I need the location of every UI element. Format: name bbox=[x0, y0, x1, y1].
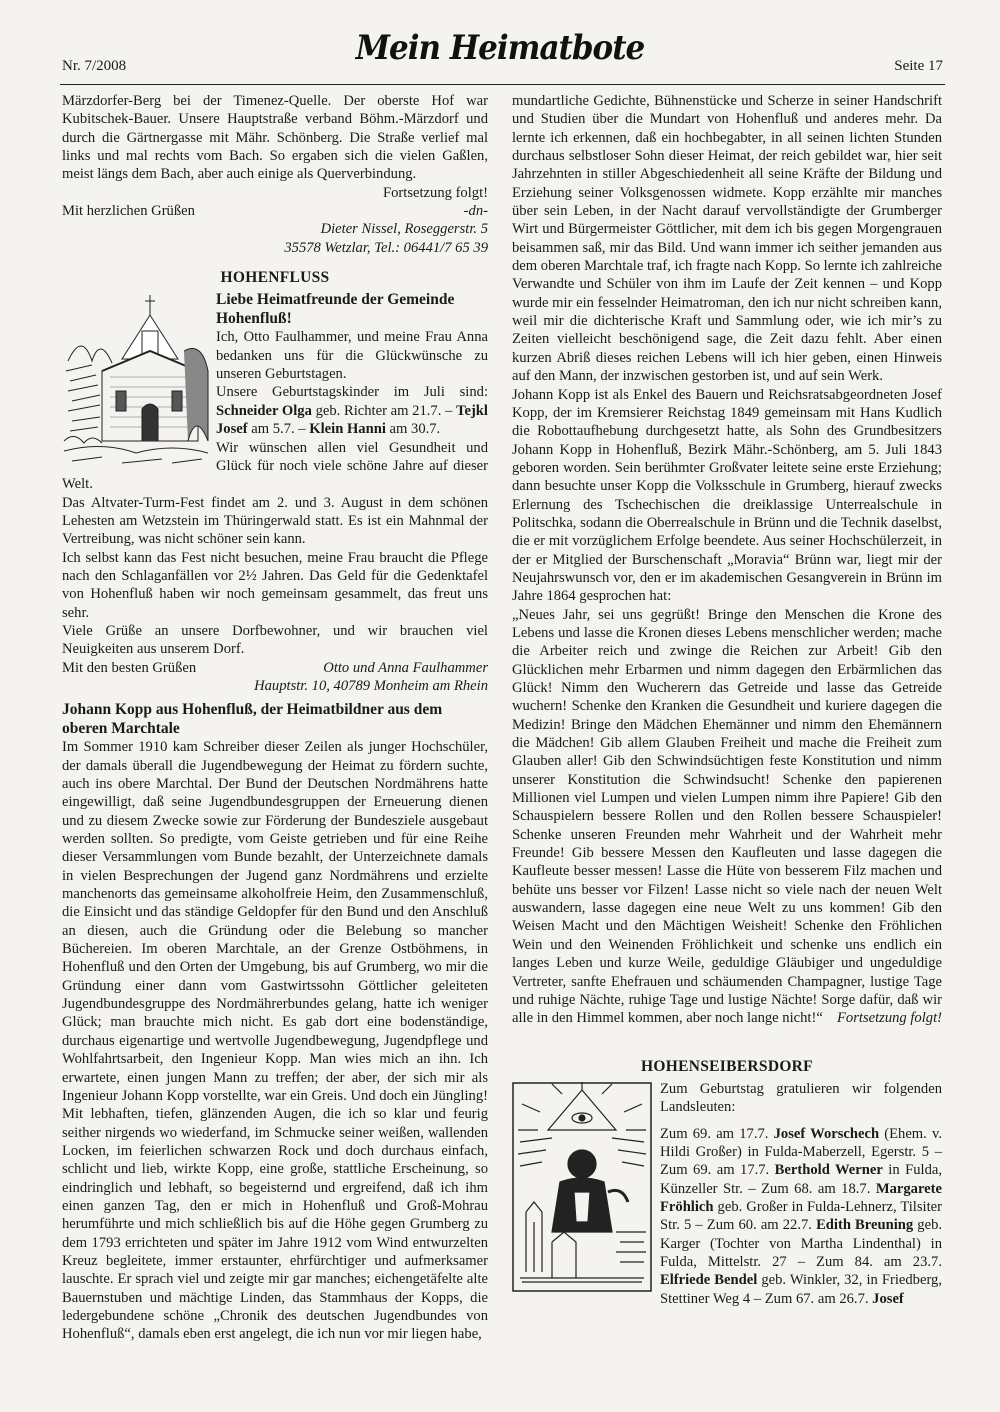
person-name: Berthold Werner bbox=[774, 1162, 883, 1179]
address-line: 35578 Wetzlar, Tel.: 06441/7 65 39 bbox=[284, 239, 488, 256]
new-year-speech: „Neues Jahr, sei uns gegrüßt! Bringe den Menschen die Krone des Lebens und lasse die Kronen dieses Lebens menschlicher werden; mache die Arbeiter reich und zwinge die Reichen zur Arbeit! Gib den Glücklichen mehr Erbarmen und nimm dagegen den Erbärmlichen das Glück! Nimm den Wucherern das Getreide und lasse das Getreide wuchern! Schenke den Kranken die Gesundheit und kuriere dagegen die Medizin! Bringe den Mädchen Ehemänner und nimm den Ehemännern die Mädchen! Gib allem Glauben Freiheit und mache die Freiheit zum Glauben aller! Gib den Schwindsüchtigen feste Konstitution und nimm unserer Konstitution die Schwindsucht! Schenke den papierenen Millionen viel Lumpen und vielen Lumpen nimm ihre Papiere! Gib den Schauspielern bessere Rollen und den Rollen bessere Schauspieler! Schenke unseren Freunden mehr Wahrheit und der Wahrheit mehr Freunde! Gib bessere Messen den Kaufleuten und lasse dagegen die Kaufleute besser messen! Lasse die Hüte von besserem Filz machen und behüte uns besser vor Filzen! Lasse nicht so viele nach der neuen Welt auswandern, lasse dagegen eine neue Welt zu uns kommen! Gib den Weisen Macht und den Mächtigen Weisheit! Schenke den Fröhlichen Wein und den Weinenden Fröhlichkeit und schenke uns endlich ein langes Leben und kurze Weile, geduldige Gläubiger und ungeduldige Vertreter, sanfte Ehefrauen und schäumenden Champagner, lustige Tage und ruhige Nächte, ruhige Tage und lustige Nächte! Sorge dafür, daß wir alle in den Himmel kommen, aber noch lange nicht!“ Fortsetzung folgt! bbox=[512, 606, 942, 1027]
person-name: Edith Breuning bbox=[816, 1217, 914, 1234]
greeting: Mit den besten Grüßen bbox=[62, 659, 197, 676]
woodcut-illustration bbox=[512, 1082, 652, 1292]
chapel-illustration bbox=[62, 291, 210, 469]
address-line: Dieter Nissel, Roseggerstr. 5 bbox=[320, 221, 488, 238]
paragraph: Wir wünschen allen viel Gesundheit und Glück für noch viele schöne Jahre auf dieser Welt. bbox=[62, 439, 488, 493]
left-column bbox=[62, 92, 488, 1344]
person-name: Josef bbox=[872, 1290, 904, 1307]
signature-line bbox=[62, 659, 488, 677]
paragraph: Zum Geburtstag gratulieren wir folgenden Landsleuten: bbox=[660, 1080, 942, 1116]
intro-text: Märzdorfer-Berg bei der Timenez-Quelle. Der oberste Hof war Kubitschek-Bauer. Unsere Hauptstraße verband Böhm.-Märzdorf und durch die Gärtnergasse mit Mähr. Schönberg. Die Straße verlief mal links und mal rechts vom Bach. So ergaben sich die vielen Gaßlen, meist längs dem Bach, aber auch einige als Querverbindung. Fortsetzung folgt! bbox=[62, 93, 488, 201]
paragraph: Das Altvater-Turm-Fest findet am 2. und 3. August in dem schönen Lehesten am Wetzstein im Thüringerwald statt. Es ist ein Mahnmal der Vertreibung, was nicht schöner sein kann. bbox=[62, 494, 488, 548]
paragraph: Ich selbst kann das Fest nicht besuchen, meine Frau braucht die Pflege nach den Schlaganfällen vor 2½ Jahren. Das Geld für die Gedenktafel von Hohenfluß haben wir noch gemeinsam gesammelt, das freut uns sehr. bbox=[62, 549, 488, 621]
sender-address bbox=[62, 220, 488, 257]
article-title: Johann Kopp aus Hohenfluß, der Heimatbildner aus dem oberen Marchtale bbox=[62, 701, 443, 737]
page-number: Seite 17 bbox=[894, 58, 943, 74]
section-heading: HOHENFLUSS bbox=[220, 269, 330, 287]
article-paragraph: mundartliche Gedichte, Bühnenstücke und Scherze in seiner Handschrift und Studien über die Mundart von Hohenfluß und anderes mehr. Da lernte ich erkennen, daß ein hochbegabter, in all seinen lichten Stunden durchaus selbstloser Sohn dieser Heimat, der reich gebildet war, hier seit Jahrzehnten in stiller Abgeschiedenheit all seine Kräfte der Bildung und Erziehung seiner Volksgenossen widmete. Kopp erzählte mir manches über sein Leben, in der Nacht darauf vervollständigte der Grumberger Wirt und Bürgermeister Göttlicher, mit dem ich bis gegen Morgengrauen beisammen saß, mir das Bild. Und wann immer ich seither jemanden aus dem oberen Marchtale traf, ich fragte nach Kopp. So lernte ich zahlreiche Verwandte und Schüler von ihm im Laufe der Zeit kennen – und Kopp wurde mir ein fesselnder Heimatroman, den ich nur nicht schreiben kann, weil mir die dichterische Kraft und Sammlung oder, wie ich mir’s zu Zeiten vielleicht beschönigend sage, die Zeit dazu fehlt. Aber einen kurzen Abriß dieses reichen Lebens will ich hier geben, einen Hinweis auf den Mann, der inzwischen gestorben ist, und auf sein Werk. bbox=[512, 93, 942, 385]
masthead-logo: Mein Heimatbote bbox=[355, 28, 645, 68]
paragraph: Ich, Otto Faulhammer, und meine Frau Anna bedanken uns für die Glückwünsche zu unseren Geburtstagen. bbox=[216, 329, 488, 383]
header-rule bbox=[60, 84, 945, 85]
author-tag: -dn- bbox=[463, 203, 488, 220]
person-name: Tejkl Josef bbox=[216, 402, 488, 438]
article-paragraph: Im Sommer 1910 kam Schreiber dieser Zeilen als junger Hochschüler, der damals überall die Jugendbewegung der Heimat zu fördern suchte, auch ins obere Marchtal. Der Bund der Deutschen Nordmährens hatte eingewilligt, daß seine Jugendbundesgruppen der Erneuerung dienen und zu diesem Zwecke sowie zur Förderung der Bundesziele ausgebaut werden sollten. So predigte, vom Geiste getrieben und für eine Reihe dieser Versammlungen vom Bunde bezahlt, der Unterzeichnete damals in vielen Besprechungen der Jugend ganz Nordmährens und erzielte manchenorts das gemeinsame alkoholfreie Heim, den Zusammenschluß, die Einsicht und das ständige Geldopfer für den Bund und den Anschluß an diesen, auch die Gründung oder die Belebung so mancher Büchereien. Im oberen Marchtale, an der Grenze Ostböhmens, in Hohenfluß und den Orten der Umgebung, bis auf Grumberg, wo mir die Gründung einer dann vom Gastwirtssohn Göttlicher geleiteten Jugendbundesgruppe des Nordmährerbundes gelang, hatte ich weniger Glück; man brauchte mich nicht. Es gab dort eine bodenständige, durchaus eigenartige und wertvolle Jugendbewegung, Jugendpflege und Wohlfahrtsarbeit, den Ingenieur Kopp. Man wies mich an ihn. Ich erwartete, einen jungen Mann zu treffen; der aber, der sich mir als Ingenieur Johann Kopp vorstellte, war ein Greis. Und doch ein Jüngling! Mit lebhaften, tiefen, glänzenden Augen, die ich so klar und feurig seither nirgends wo wiederfand, im Schmucke seiner weißen, wallenden Locken, im feierlichen schwarzen Rock und doch durchaus einfach, schlicht und lieb, wirkte Kopp, eine große, stattliche Erscheinung, so eindringlich und lebhaft, so begeisternd und ergreifend, daß ich ihm einen ganzen Tag, den er mich in Hohenfluß und Groß-Mohrau herumführte und mich schließlich bis auf die Höhe gegen Grumberg zu dem 1793 errichteten und später im Jahre 1912 vom Wind entwurzelten Kreuz begleitete, immer erstaunter, ehrfürchtiger und aufmerksamer lauschte. Er sprach viel und zeigte mir gar manches; eichengetäfelte alte Bauernstuben und mächtige Linden, das Stammhaus der Kopps, die ledergebundene schöne „Chronik des deutschen Jugendbundes von Hohenfluß“, damals eben erst angelegt, die ich nun vor mir liegen habe, bbox=[62, 739, 488, 1343]
section-heading: HOHENSEIBERSDORF bbox=[641, 1057, 813, 1075]
paragraph-birthdays: Unsere Geburtstagskinder im Juli sind: Schneider Olga geb. Richter am 21.7. – Tejkl Josef am 5.7. – Klein Hanni am 30.7. bbox=[216, 384, 488, 438]
signature-line bbox=[62, 202, 488, 220]
person-name: Schneider Olga bbox=[216, 402, 312, 419]
continuation-note: Fortsetzung folgt! bbox=[837, 1010, 942, 1027]
issue-number: Nr. 7/2008 bbox=[62, 58, 127, 74]
right-column bbox=[512, 92, 942, 1308]
greeting: Mit herzlichen Grüßen bbox=[62, 203, 195, 220]
sender-address: Hauptstr. 10, 40789 Monheim am Rhein bbox=[254, 677, 488, 694]
birthday-list: Zum 69. am 17.7. Josef Worschech (Ehem. v. Hildi Großer) in Fulda-Maberzell, Egerstr. 5 – Zum 69. am 17.7. Berthold Werner in Fulda, Künzeller Str. – Zum 68. am 18.7. Margarete Fröhlich geb. Großer in Fulda-Lehnerz, Tilsiter Str. 5 – Zum 60. am 22.7. Edith Breuning geb. Karger (Tochter von Martha Lindenthal) in Fulda, Mittelstr. 27 – Zum 84. am 23.7. Elfriede Bendel geb. Winkler, 32, in Friedberg, Stettiner Weg 4 – Zum 67. am 26.7. Josef bbox=[660, 1125, 943, 1307]
person-name: Margarete Fröhlich bbox=[660, 1180, 942, 1215]
sender-name: Otto und Anna Faulhammer bbox=[323, 659, 488, 676]
continuation-note: Fortsetzung folgt! bbox=[383, 184, 488, 201]
person-name: Josef Worschech bbox=[773, 1125, 880, 1142]
article-paragraph: Johann Kopp ist als Enkel des Bauern und Reichsratsabgeordneten Josef Kopp, der im Kremsierer Reichstag 1849 gemeinsam mit Hans Kudlich die Robottaufhebung durchgesetzt hatte, als Sohn des Grundbesitzers Johann Kopp in Hohenfluß, Bezirk Mähr.-Schönberg, am 5. Juli 1843 geboren worden. Sein berühmter Großvater leitete seine erste Erziehung; dann besuchte unser Kopp die Volksschule in Grumberg, hierauf zwecks Erlernung des Tschechischen die dreiklassige Unterrealschule in Politschka, sodann die Oberrealschule in Brünn und die Technik daselbst, die er mit vorzüglichem Erfolge beendete. Aus seiner Hochschülerzeit, in der er Mitglied der Burschenschaft „Moravia“ Brünn war, liegt mir der Neujahrswunsch vor, den er im akademischen Gesangverein in Brünn im Jahre 1864 gesprochen hat: bbox=[512, 386, 942, 605]
greeting-title: Liebe Heimatfreunde der Gemeinde Hohenfluß! bbox=[216, 291, 455, 327]
paragraph: Viele Grüße an unsere Dorfbewohner, und wir brauchen viel Neuigkeiten aus unserem Dorf. bbox=[62, 622, 488, 658]
person-name: Klein Hanni bbox=[309, 421, 386, 438]
person-name: Elfriede Bendel bbox=[660, 1272, 758, 1289]
